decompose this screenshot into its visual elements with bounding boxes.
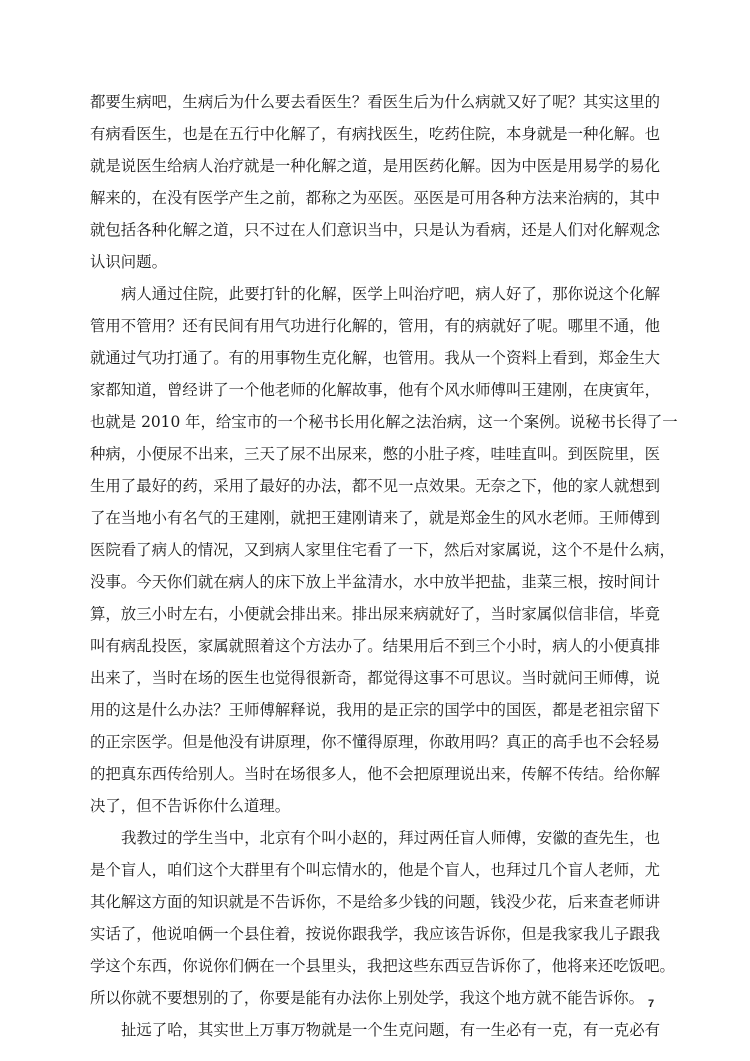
text-line: 的正宗医学。但是他没有讲原理，你不懂得原理，你敢用吗？真正的高手也不会轻易 — [90, 733, 660, 751]
paragraph — [90, 822, 675, 1014]
text-line: 也就是 2010 年，给宝市的一个秘书长用化解之法治病，这一个案例。说秘书长得了一 — [90, 413, 678, 431]
text-line: 出来了，当时在场的医生也觉得很新奇，都觉得这事不可思议。当时就问王师傅，说 — [90, 669, 660, 687]
text-line: 没事。今天你们就在病人的床下放上半盆清水，水中放半把盐，韭菜三根，按时间计 — [90, 573, 660, 591]
text-line: 扯远了哈，其实世上万事万物就是一个生克问题，有一生必有一克，有一克必有 — [121, 1021, 660, 1039]
page-number: 7 — [648, 998, 655, 1010]
text-line: 有病看医生，也是在五行中化解了，有病找医生，吃药住院，本身就是一种化解。也 — [90, 125, 660, 143]
text-line: 就是说医生给病人治疗就是一种化解之道，是用医药化解。因为中医是用易学的易化 — [90, 157, 660, 175]
text-line: 决了，但不告诉你什么道理。 — [90, 797, 291, 815]
text-line: 医院看了病人的情况，又到病人家里住宅看了一下，然后对家属说，这个不是什么病， — [90, 541, 675, 559]
text-line: 认识问题。 — [90, 253, 167, 271]
text-line: 管用不管用？还有民间有用气功进行化解的，管用，有的病就好了呢。哪里不通，他 — [90, 317, 660, 335]
text-line: 学这个东西，你说你们俩在一个县里头，我把这些东西豆告诉你了，他将来还吃饭吧。 — [90, 957, 675, 975]
text-line: 解来的，在没有医学产生之前，都称之为巫医。巫医是可用各种方法来治病的，其中 — [90, 189, 660, 207]
text-line: 其化解这方面的知识就是不告诉你，不是给多少钱的问题，钱没少花，后来查老师讲 — [90, 893, 660, 911]
text-line: 用的这是什么办法？王师傅解释说，我用的是正宗的国学中的国医，都是老祖宗留下 — [90, 701, 660, 719]
text-line: 算，放三小时左右，小便就会排出来。排出尿来病就好了，当时家属似信非信，毕竟 — [90, 605, 660, 623]
text-line: 生用了最好的药，采用了最好的办法，都不见一点效果。无奈之下，他的家人就想到 — [90, 477, 660, 495]
text-line: 的把真东西传给别人。当时在场很多人，他不会把原理说出来，传解不传结。给你解 — [90, 765, 660, 783]
paragraph — [90, 86, 660, 278]
text-line: 叫有病乱投医，家属就照着这个方法办了。结果用后不到三个小时，病人的小便真排 — [90, 637, 660, 655]
body-text — [90, 86, 678, 1046]
text-line: 了在当地小有名气的王建刚，就把王建刚请来了，就是郑金生的风水老师。王师傅到 — [90, 509, 660, 527]
text-line: 都要生病吧，生病后为什么要去看医生？看医生后为什么病就又好了呢？其实这里的 — [90, 93, 660, 111]
text-line: 就包括各种化解之道，只不过在人们意识当中，只是认为看病，还是人们对化解观念 — [90, 221, 660, 239]
text-line: 家都知道，曾经讲了一个他老师的化解故事，他有个风水师傅叫王建刚，在庚寅年， — [90, 381, 660, 399]
paragraph — [90, 278, 678, 822]
text-line: 我教过的学生当中，北京有个叫小赵的，拜过两任盲人师傅，安徽的查先生，也 — [121, 829, 660, 847]
text-line: 所以你就不要想别的了，你要是能有办法你上别处学，我这个地方就不能告诉你。 — [90, 989, 645, 1007]
text-line: 实话了，他说咱俩一个县住着，按说你跟我学，我应该告诉你，但是我家我儿子跟我 — [90, 925, 660, 943]
text-line: 病人通过住院，此要打针的化解，医学上叫治疗吧，病人好了，那你说这个化解 — [121, 285, 660, 303]
text-line: 就通过气功打通了。有的用事物生克化解，也管用。我从一个资料上看到，郑金生大 — [90, 349, 660, 367]
paragraph — [90, 1014, 660, 1046]
text-line: 种病，小便尿不出来，三天了尿不出尿来，憋的小肚子疼，哇哇直叫。到医院里，医 — [90, 445, 660, 463]
text-line: 是个盲人，咱们这个大群里有个叫忘情水的，他是个盲人，也拜过几个盲人老师，尤 — [90, 861, 660, 879]
